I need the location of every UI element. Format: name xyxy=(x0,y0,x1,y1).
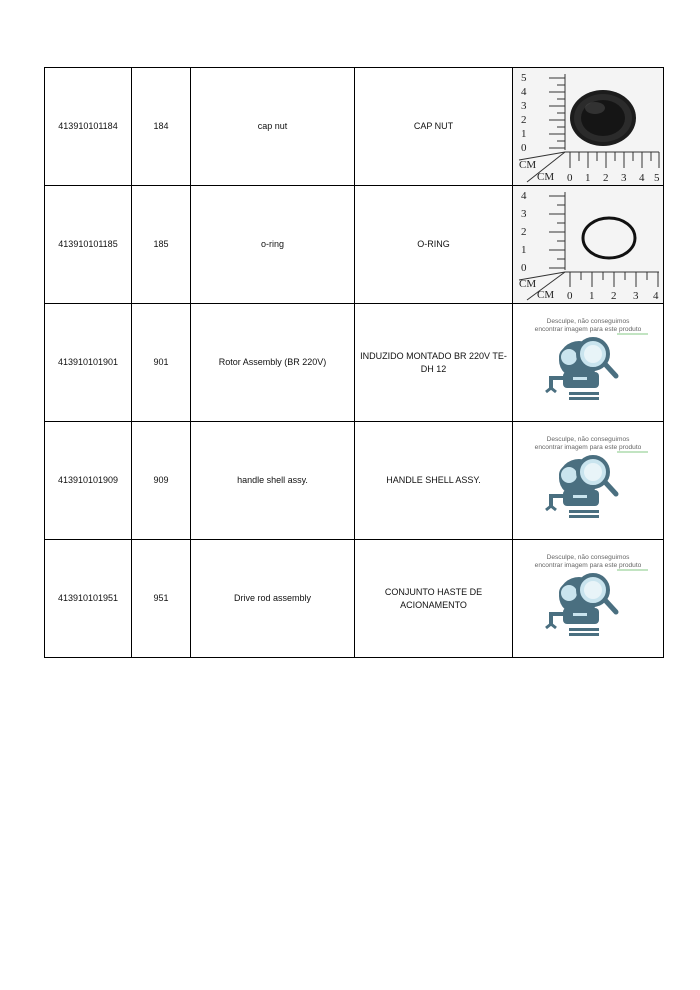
part-code: 413910101184 xyxy=(45,68,132,186)
cap-nut-photo xyxy=(513,68,663,185)
no-image-placeholder xyxy=(513,540,663,657)
placeholder-line-1: Desculpe, não conseguimos xyxy=(546,318,630,325)
part-code: 413910101185 xyxy=(45,186,132,304)
ruler-tick-label: 0 xyxy=(567,172,573,184)
ruler-tick-label: 5 xyxy=(654,172,660,184)
part-code: 413910101901 xyxy=(45,304,132,422)
ruler-tick-label: 2 xyxy=(603,172,609,184)
ruler-tick-label: 3 xyxy=(521,208,527,220)
part-image-cell xyxy=(513,186,664,304)
ruler-tick-label: 3 xyxy=(521,100,527,112)
description-pt: INDUZIDO MONTADO BR 220V TE-DH 12 xyxy=(355,304,513,422)
table-row xyxy=(45,186,664,304)
part-image-cell xyxy=(513,422,664,540)
ruler-tick-label: 1 xyxy=(585,172,591,184)
ruler-tick-label: 3 xyxy=(633,290,639,302)
part-image-cell xyxy=(513,304,664,422)
parts-table xyxy=(44,67,664,658)
placeholder-line-1: Desculpe, não conseguimos xyxy=(546,554,630,561)
ruler-tick-label: 3 xyxy=(621,172,627,184)
table-row xyxy=(45,304,664,422)
ruler-tick-label: 1 xyxy=(589,290,595,302)
placeholder-line-2: encontrar imagem para este produto xyxy=(534,562,642,569)
part-code: 413910101909 xyxy=(45,422,132,540)
ruler-tick-label: 0 xyxy=(521,262,527,274)
description-en: handle shell assy. xyxy=(191,422,355,540)
description-pt: CAP NUT xyxy=(355,68,513,186)
ruler-tick-label: 0 xyxy=(521,142,527,154)
ruler-cm-label: CM xyxy=(519,159,537,171)
position-number: 951 xyxy=(132,540,191,658)
position-number: 901 xyxy=(132,304,191,422)
table-row xyxy=(45,540,664,658)
no-image-placeholder xyxy=(513,304,663,421)
ruler-tick-label: 2 xyxy=(521,114,527,126)
description-en: o-ring xyxy=(191,186,355,304)
ruler-cm-label: CM xyxy=(537,171,555,183)
description-pt: CONJUNTO HASTE DE ACIONAMENTO xyxy=(355,540,513,658)
ruler-cm-label: CM xyxy=(537,289,555,301)
ruler-tick-label: 2 xyxy=(611,290,617,302)
position-number: 184 xyxy=(132,68,191,186)
table-row xyxy=(45,68,664,186)
description-pt: HANDLE SHELL ASSY. xyxy=(355,422,513,540)
description-en: cap nut xyxy=(191,68,355,186)
ruler-tick-label: 1 xyxy=(521,244,527,256)
table-row xyxy=(45,422,664,540)
ruler-tick-label: 5 xyxy=(521,72,527,84)
part-code: 413910101951 xyxy=(45,540,132,658)
ruler-tick-label: 0 xyxy=(567,290,573,302)
description-en: Rotor Assembly (BR 220V) xyxy=(191,304,355,422)
description-en: Drive rod assembly xyxy=(191,540,355,658)
placeholder-line-1: Desculpe, não conseguimos xyxy=(546,436,630,443)
placeholder-line-2: encontrar imagem para este produto xyxy=(534,444,642,451)
ruler-cm-label: CM xyxy=(519,278,537,290)
ruler-tick-label: 2 xyxy=(521,226,527,238)
description-pt: O-RING xyxy=(355,186,513,304)
part-image-cell xyxy=(513,68,664,186)
part-image-cell xyxy=(513,540,664,658)
ruler-tick-label: 4 xyxy=(653,290,659,302)
o-ring-photo xyxy=(513,186,663,303)
position-number: 185 xyxy=(132,186,191,304)
ruler-tick-label: 4 xyxy=(639,172,645,184)
placeholder-line-2: encontrar imagem para este produto xyxy=(534,326,642,333)
ruler-tick-label: 1 xyxy=(521,128,527,140)
ruler-tick-label: 4 xyxy=(521,190,527,202)
position-number: 909 xyxy=(132,422,191,540)
ruler-tick-label: 4 xyxy=(521,86,527,98)
no-image-placeholder xyxy=(513,422,663,539)
